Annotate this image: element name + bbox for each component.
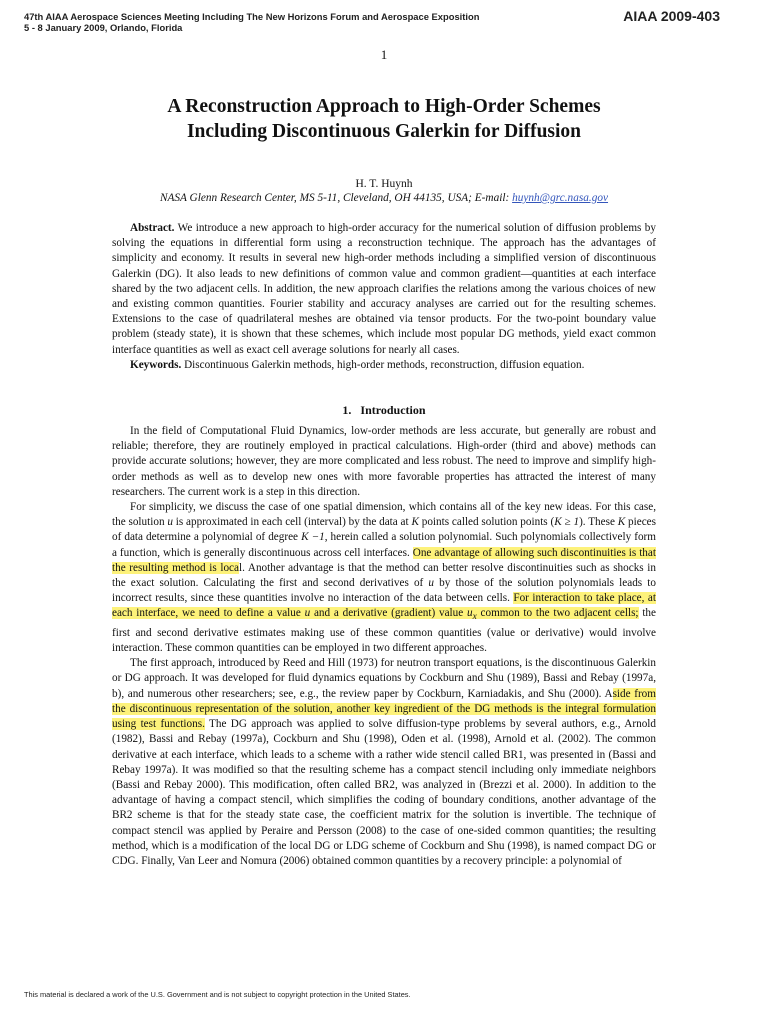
paper-id: AIAA 2009-403	[623, 8, 720, 24]
introduction-body	[112, 424, 656, 869]
section-title: Introduction	[360, 403, 426, 417]
var-u: u	[428, 577, 435, 590]
intro-paragraph-1: In the field of Computational Fluid Dynamics, low-order methods are less accurate, but generally are robust and reliable; therefore, they are routinely employed in practical calculations. High-order (third and above) methods can provide accurate solutions; however, they are more complicated and less robust. The need to improve and simplify high-order methods as well as to develop new ones with more favorable properties has attracted the interest of many researchers. The current work is a step in this direction.	[112, 425, 656, 498]
text-run: The first approach, introduced by Reed and Hill (1973) for neutron transport equations, is the discontinuous Galerkin or DG approach. It was developed for fluid dynamics equations by Cockburn and Shu (1989), Bassi and Rebay (1997a, b), and numerous other researchers; see, e.g., the review paper by Cockburn, Karniadakis, and Shu (2000). A	[112, 657, 656, 700]
text-run: by those of the solution polynomials leads to incorrect results, since these quantities involve no interaction of the data between cells.	[112, 577, 656, 605]
keywords-paragraph	[112, 358, 656, 373]
abstract-block	[112, 221, 656, 373]
copyright-footer: This material is declared a work of the U.S. Government and is not subject to copyright protection in the United States.	[24, 990, 411, 999]
highlight-1: One advantage of allowing such discontinuities is that the resulting method is loca	[112, 546, 656, 574]
abstract-paragraph	[112, 221, 656, 358]
text-run: is approximated in each cell (interval) by the data at	[172, 516, 412, 529]
title-line-1: A Reconstruction Approach to High-Order Schemes	[167, 96, 601, 117]
var-K: K	[617, 516, 626, 529]
intro-paragraph-2	[112, 500, 656, 656]
highlight-3: side from the discontinuous representation of the solution, another key ingredient of the DG methods is the integral formulation using test functions.	[112, 687, 656, 731]
text-run: pieces of data determine a polynomial of degree	[112, 516, 656, 544]
text-run: For interaction to take place, at each interface, we need to define a value	[112, 592, 656, 620]
author-name: H. T. Huynh	[355, 178, 413, 190]
text-run: l. Another advantage is that the method can better resolve discontinuities such as shocks in the exact solution. Calculating the first and second derivatives of	[112, 561, 656, 590]
email-link[interactable]: huynh@grc.nasa.gov	[512, 192, 609, 204]
var-ux-subscript: x	[472, 612, 477, 623]
paper-title	[60, 94, 708, 144]
degree-k-minus-1: K −1	[301, 531, 325, 544]
intro-paragraph-3	[112, 656, 656, 869]
k-condition: K ≥ 1	[554, 516, 580, 529]
text-run: common to the two adjacent cells;	[476, 607, 639, 620]
conference-header	[24, 11, 479, 33]
page-number: 1	[380, 47, 388, 62]
var-u: u	[304, 607, 311, 620]
section-heading	[112, 403, 656, 418]
abstract-label: Abstract.	[130, 222, 175, 234]
text-run: For simplicity, we discuss the case of one spatial dimension, which contains all of the key new ideas. For this case, the solution	[112, 501, 656, 529]
author-affiliation	[0, 192, 768, 204]
text-run: and a derivative (gradient) value	[310, 607, 467, 620]
text-run: ). These	[579, 516, 618, 529]
conference-line-1: 47th AIAA Aerospace Sciences Meeting Including The New Horizons Forum and Aerospace Exposition	[24, 11, 480, 22]
text-run: points called solution points (	[418, 516, 555, 529]
var-u: u	[167, 516, 173, 529]
text-run: the first and second derivative estimates making use of these common quantities (value or derivative) would involve interaction. These common quantities can be employed in two different approaches.	[112, 607, 656, 655]
keywords-text: Discontinuous Galerkin methods, high-order methods, reconstruction, diffusion equation.	[181, 358, 585, 371]
affiliation-text: NASA Glenn Research Center, MS 5-11, Cleveland, OH 44135, USA; E-mail:	[159, 192, 513, 204]
title-line-2: Including Discontinuous Galerkin for Diffusion	[186, 121, 582, 142]
text-run: , herein called a solution polynomial. Such polynomials collectively form a function, which is generally discontinuous across cell interfaces.	[112, 531, 656, 559]
text-run: The DG approach was applied to solve diffusion-type problems by several authors, e.g., Arnold (1982), Bassi and Rebay (1997a), Cockburn and Shu (1998), Oden et al. (1998), Arnold et al. (2002). The common derivative at each interface, which leads to a scheme with a rather wide stencil called BR1, was presented in (Bassi and Rebay 1997a). It was modified so that the resulting scheme has a compact stencil including only immediate neighbors (Bassi and Rebay 2000). This modification, often called BR2, was analyzed in (Brezzi et al. 2000). In addition to the advantage of having a compact stencil, which simplifies the coding of boundary conditions, another advantage of the BR2 scheme is that for the steady state case, the coefficient matrix for the solution is invertible. The technique of compact stencil was applied by Peraire and Persson (2008) to the case of one-sided common quantities; the resulting method, which is a modification of the local DG or LDG scheme of Cockburn and Shu (1998), is named compact DG or CDG. Finally, Van Leer and Nomura (2006) obtained common quantities by a recovery principle: a polynomial of	[112, 718, 656, 867]
conference-line-2: 5 - 8 January 2009, Orlando, Florida	[24, 22, 183, 33]
keywords-label: Keywords.	[130, 358, 182, 371]
var-K: K	[411, 516, 419, 529]
var-ux	[467, 607, 477, 623]
abstract-text: We introduce a new approach to high-order accuracy for the numerical solution of diffusion problems by solving the equations in differential form using a reconstruction technique. The approach has the advantages of simplicity and economy. It results in several new high-order methods including a simplified version of discontinuous Galerkin (DG). It also leads to new definitions of common value and common gradient—quantities at each interface shared by the two adjacent cells. In addition, the new approach clarifies the relations among the various choices of new and existing common quantities. Fourier stability and accuracy analyses are carried out for the resulting schemes. Extensions to the case of quadrilateral meshes are obtained via tensor products. For the two-point boundary value problem (steady state), it is shown that these schemes, which include most popular DG methods, yield exact common interface quantities as well as exact cell average solutions for nearly all cases.	[112, 222, 656, 356]
var-ux-base: u	[467, 607, 473, 620]
section-number: 1.	[342, 403, 352, 417]
